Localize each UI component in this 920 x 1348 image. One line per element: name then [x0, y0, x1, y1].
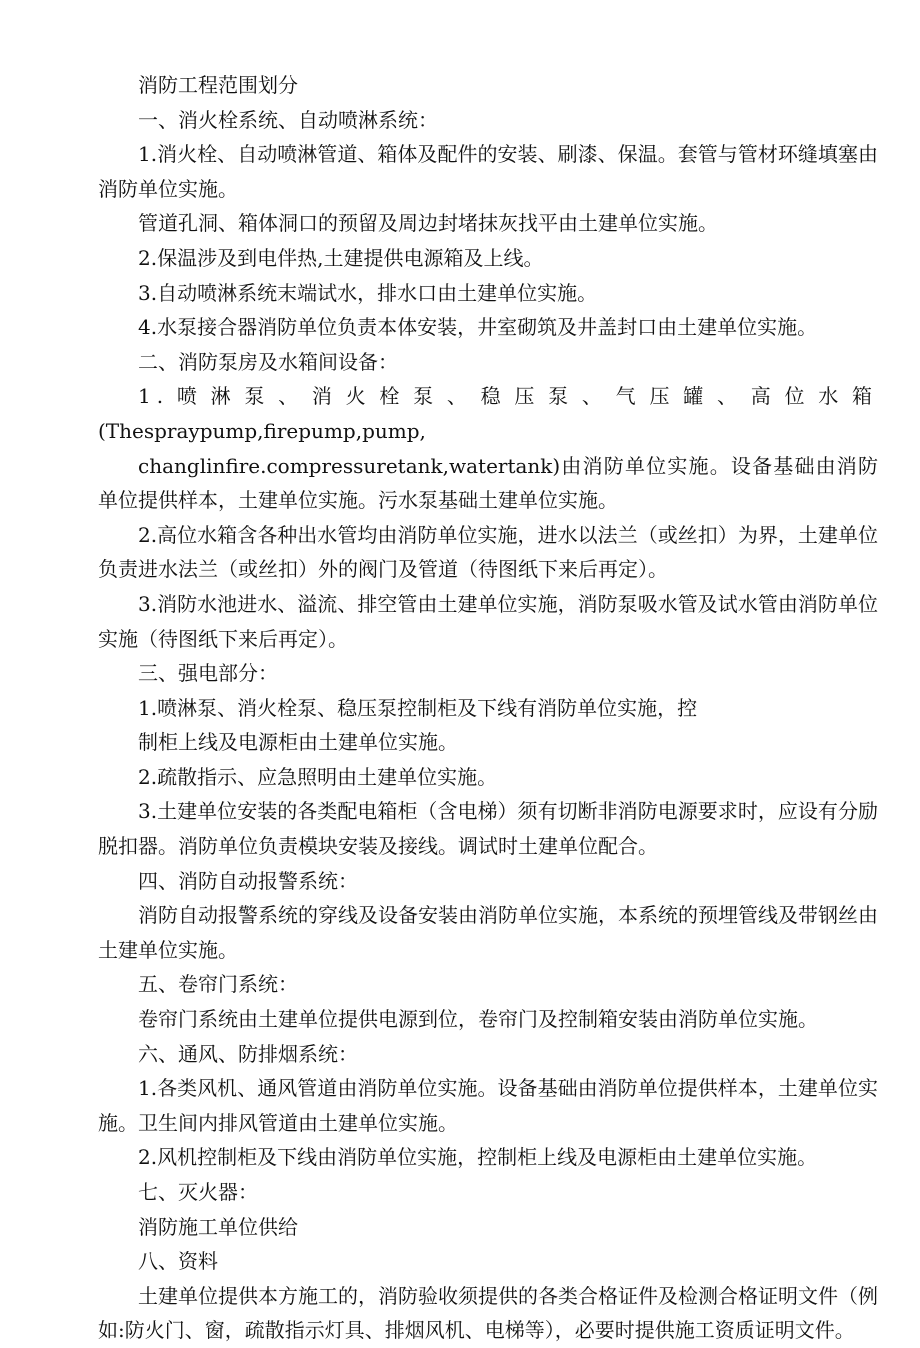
paragraph: 1.消火栓、自动喷淋管道、箱体及配件的安装、刷漆、保温。套管与管材环缝填塞由消防单位实施。 [98, 142, 878, 201]
document-body [98, 68, 878, 1348]
paragraph: 2.疏散指示、应急照明由土建单位实施。 [138, 764, 498, 789]
section-heading-4: 四、消防自动报警系统： [138, 868, 358, 893]
paragraph: 3.自动喷淋系统末端试水，排水口由土建单位实施。 [138, 280, 598, 305]
paragraph: 3.土建单位安装的各类配电箱柜（含电梯）须有切断非消防电源要求时，应设有分励脱扣器。消防单位负责模块安装及接线。调试时土建单位配合。 [98, 799, 878, 859]
section-heading-8: 八、资料 [138, 1249, 218, 1274]
paragraph: (Thespraypump,firepump,pump, [98, 418, 426, 443]
section-heading-6: 六、通风、防排烟系统： [138, 1041, 358, 1066]
paragraph: 卷帘门系统由土建单位提供电源到位，卷帘门及控制箱安装由消防单位实施。 [138, 1007, 818, 1032]
paragraph: 消防施工单位供给 [138, 1214, 298, 1239]
section-heading-5: 五、卷帘门系统： [138, 972, 298, 997]
paragraph: 1.喷淋泵、消火栓泵、稳压泵、气压罐、高位水箱 [138, 384, 878, 409]
paragraph: 4.水泵接合器消防单位负责本体安装，井室砌筑及井盖封口由土建单位实施。 [138, 315, 818, 340]
paragraph: 3.消防水池进水、溢流、排空管由土建单位实施，消防泵吸水管及试水管由消防单位实施（待图纸下来后再定）。 [98, 591, 878, 651]
section-heading-2: 二、消防泵房及水箱间设备： [138, 349, 398, 374]
section-heading-3: 三、强电部分： [138, 661, 278, 686]
paragraph: 管道孔洞、箱体洞口的预留及周边封堵抹灰找平由土建单位实施。 [138, 211, 718, 236]
paragraph: 消防自动报警系统的穿线及设备安装由消防单位实施，本系统的预埋管线及带钢丝由土建单位实施。 [98, 903, 878, 962]
paragraph: 2.风机控制柜及下线由消防单位实施，控制柜上线及电源柜由土建单位实施。 [138, 1145, 818, 1170]
paragraph: 1.喷淋泵、消火栓泵、稳压泵控制柜及下线有消防单位实施，控 [138, 695, 698, 720]
paragraph: 1.各类风机、通风管道由消防单位实施。设备基础由消防单位提供样本，土建单位实施。卫生间内排风管道由土建单位实施。 [98, 1076, 878, 1135]
paragraph: 制柜上线及电源柜由土建单位实施。 [138, 730, 458, 755]
document-title: 消防工程范围划分 [138, 73, 298, 97]
section-heading-7: 七、灭火器： [138, 1180, 258, 1204]
paragraph: 2.保温涉及到电伴热,土建提供电源箱及上线。 [138, 245, 544, 270]
section-heading-1: 一、消火栓系统、自动喷淋系统： [138, 107, 438, 132]
paragraph: 土建单位提供本方施工的，消防验收须提供的各类合格证件及检测合格证明文件（例如:防火门、窗，疏散指示灯具、排烟风机、电梯等），必要时提供施工资质证明文件。 [98, 1283, 878, 1343]
paragraph: 2.高位水箱含各种出水管均由消防单位实施，进水以法兰（或丝扣）为界，土建单位负责进水法兰（或丝扣）外的阀门及管道（待图纸下来后再定）。 [98, 522, 878, 582]
paragraph: changlinfire.compressuretank,watertank)由消防单位实施。设备基础由消防单位提供样本，土建单位实施。污水泵基础土建单位实施。 [98, 453, 878, 513]
